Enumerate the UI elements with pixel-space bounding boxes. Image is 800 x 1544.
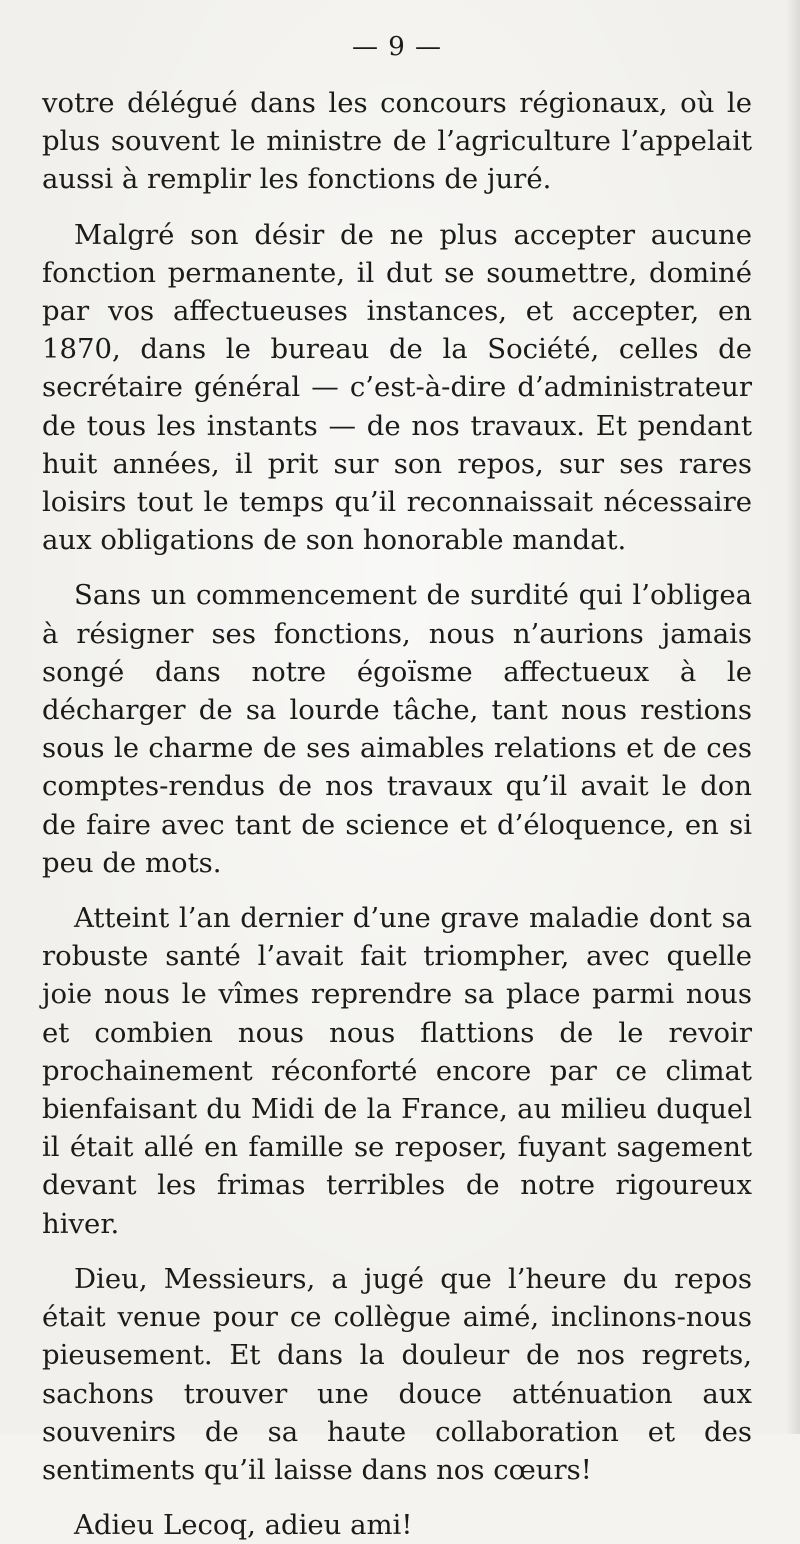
paragraph-2: Malgré son désir de ne plus accepter aucune fonction permanente, il dut se soumettre, dominé par vos affectueuses instances, et accepter, en 1870, dans le bureau de la Société, celles de secrétaire général — c’est-à-dire d’administrateur de tous les instants — de nos travaux. Et pendant huit années, il prit sur son repos, sur ses rares loisirs tout le temps qu’il reconnaissait nécessaire aux obligations de son honorable mandat. xyxy=(42,218,752,557)
page-edge-shadow xyxy=(786,0,800,1434)
paragraph-4: Atteint l’an dernier d’une grave maladie dont sa robuste santé l’avait fait triompher, avec quelle joie nous le vîmes reprendre sa place parmi nous et combien nous nous flattions de le revoir prochainement réconforté encore par ce climat bienfaisant du Midi de la France, au milieu duquel il était allé en famille se reposer, fuyant sagement devant les frimas terribles de notre rigoureux hiver. xyxy=(42,902,752,1240)
paragraph-5: Dieu, Messieurs, a jugé que l’heure du repos était venue pour ce collègue aimé, inclinons-nous pieusement. Et dans la douleur de nos regrets, sachons trouver une douce atténuation aux souvenirs de sa haute collaboration et des sentiments qu’il laisse dans nos cœurs! xyxy=(42,1262,752,1486)
page-number: — 9 — xyxy=(351,32,443,62)
paragraph-3: Sans un commencement de surdité qui l’obligea à résigner ses fonctions, nous n’aurions jamais songé dans notre égoïsme affectueux à le décharger de sa lourde tâche, tant nous restions sous le charme de ses aimables relations et de ces comptes-rendus de nos travaux qu’il avait le don de faire avec tant de science et d’éloquence, en si peu de mots. xyxy=(42,579,752,879)
signoff-line: Adieu Lecoq, adieu ami! xyxy=(74,1509,413,1542)
paragraph-1: votre délégué dans les concours régionaux, où le plus souvent le ministre de l’agriculture l’appelait aussi à remplir les fonctions de juré. xyxy=(42,87,752,196)
